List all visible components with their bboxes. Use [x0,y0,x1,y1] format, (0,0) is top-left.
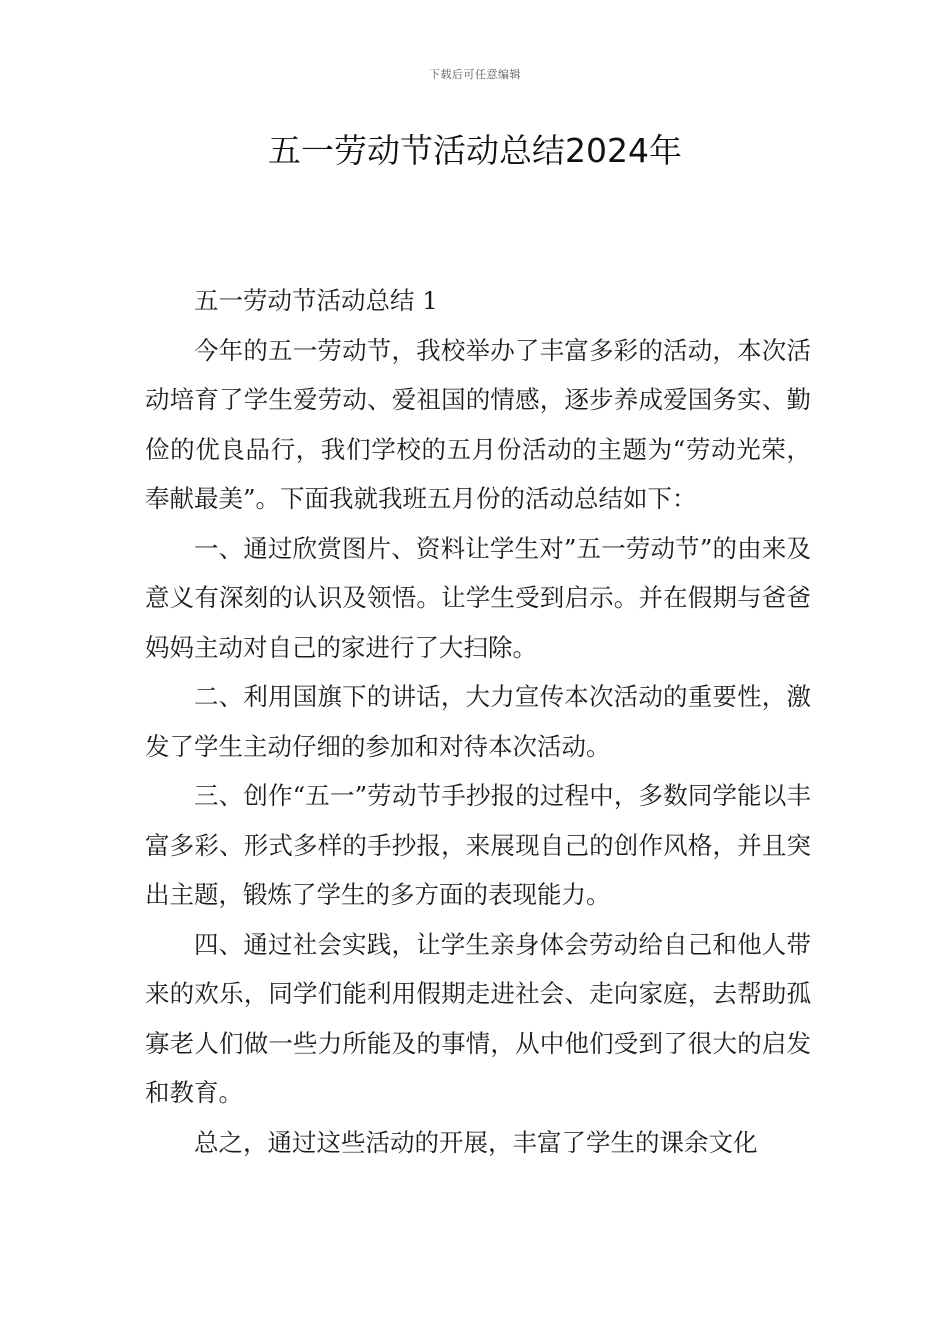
document-title: 五一劳动节活动总结2024年 [268,131,682,170]
paragraph-intro: 今年的五一劳动节，我校举办了丰富多彩的活动，本次活动培育了学生爱劳动、爱祖国的情感，逐步养成爱国务实、勤俭的优良品行，我们学校的五月份活动的主题为“劳动光荣，奉献最美”。下面我就我班五月份的活动总结如下： [145,335,811,513]
document-body [145,276,811,1167]
paragraph-point-1: 一、通过欣赏图片、资料让学生对”五一劳动节”的由来及意义有深刻的认识及领悟。让学生受到启示。并在假期与爸爸妈妈主动对自己的家进行了大扫除。 [145,533,811,662]
paragraph-point-3: 三、创作“五一”劳动节手抄报的过程中，多数同学能以丰富多彩、形式多样的手抄报，来展现自己的创作风格，并且突出主题，锻炼了学生的多方面的表现能力。 [145,781,811,909]
section-heading: 五一劳动节活动总结 1 [194,286,438,315]
header-note: 下载后可任意编辑 [429,68,521,81]
paragraph-point-4: 四、通过社会实践，让学生亲身体会劳动给自己和他人带来的欢乐，同学们能利用假期走进社会、走向家庭，去帮助孤寡老人们做一些力所能及的事情，从中他们受到了很大的启发和教育。 [145,929,811,1107]
paragraph-point-2: 二、利用国旗下的讲话，大力宣传本次活动的重要性，激发了学生主动仔细的参加和对待本次活动。 [145,682,811,761]
paragraph-conclusion: 总之，通过这些活动的开展，丰富了学生的课余文化 [194,1127,758,1157]
